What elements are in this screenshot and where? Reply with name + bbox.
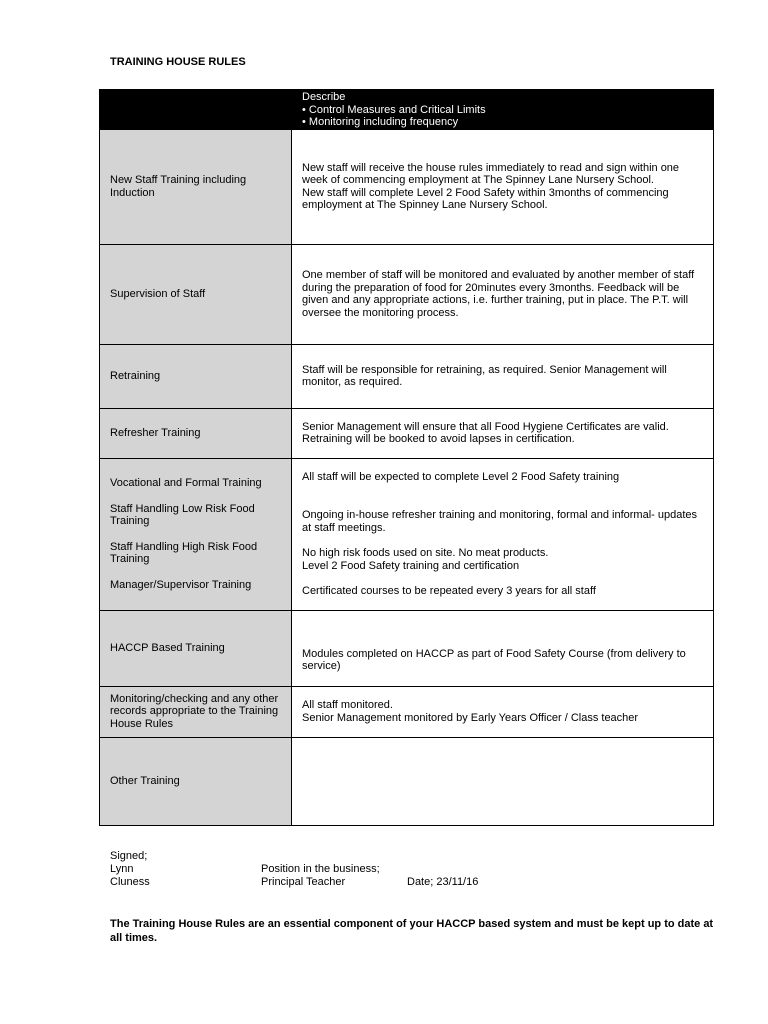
signed-label: Signed;	[110, 850, 148, 862]
row-text: One member of staff will be monitored and evaluated by another member of staff during the preparation of food for 20minutes every 3months. Feedback will be given and any appropriate actions, i.e. further training, put in place. The P.T. will oversee the monitoring process.	[292, 244, 714, 344]
row-label: Retraining	[100, 344, 292, 408]
row-label: Manager/Supervisor Training	[110, 578, 252, 591]
row-text-line: Senior Management monitored by Early Years Officer / Class teacher	[302, 711, 639, 724]
date-value: Date; 23/11/16	[407, 876, 479, 888]
row-label: Staff Handling Low Risk Food Training	[110, 502, 255, 527]
table-row	[100, 244, 714, 344]
row-text-line: Ongoing in-house refresher training and monitoring, formal and informal- updates at staff meetings.	[302, 509, 697, 534]
table-row	[100, 129, 714, 244]
row-label: Refresher Training	[100, 408, 292, 458]
row-label: New Staff Training including Induction	[100, 129, 292, 244]
row-label: Monitoring/checking and any other records appropriate to the Training House Rules	[100, 686, 292, 737]
header-left-cell	[100, 90, 292, 130]
row-text	[292, 737, 714, 825]
row-label: Other Training	[100, 737, 292, 825]
row-label-group	[100, 458, 292, 610]
row-text: Senior Management will ensure that all Food Hygiene Certificates are valid. Retraining will be booked to avoid lapses in certification.	[292, 408, 714, 458]
row-text-line: No high risk foods used on site. No meat products.	[302, 547, 549, 559]
row-label: Supervision of Staff	[100, 244, 292, 344]
table-row	[100, 408, 714, 458]
position-label: Position in the business;	[261, 863, 380, 875]
signer-first-name: Lynn	[110, 863, 134, 875]
header-bullet-control: • Control Measures and Critical Limits	[302, 103, 486, 116]
header-right-cell	[292, 90, 714, 130]
row-label: HACCP Based Training	[100, 610, 292, 686]
row-text-line: Level 2 Food Safety training and certification	[302, 559, 520, 572]
position-value: Principal Teacher	[261, 876, 346, 888]
table-row	[100, 610, 714, 686]
row-text-line: Certificated courses to be repeated every 3 years for all staff	[302, 585, 596, 597]
table-row	[100, 686, 714, 737]
row-text	[292, 610, 714, 686]
row-label: Staff Handling High Risk Food Training	[110, 540, 258, 565]
signer-last-name: Cluness	[110, 876, 150, 888]
table-header-row	[100, 90, 714, 130]
row-text: Staff will be responsible for retraining, as required. Senior Management will monitor, as required.	[292, 344, 714, 408]
table-row	[100, 344, 714, 408]
row-text-line: New staff will complete Level 2 Food Safety within 3months of commencing employment at The Spinney Lane Nursery School.	[302, 186, 669, 211]
training-rules-table	[99, 89, 714, 826]
page-title: TRAINING HOUSE RULES	[110, 56, 246, 68]
row-text-line: All staff monitored.	[302, 699, 393, 711]
row-text	[292, 686, 714, 737]
row-text	[292, 129, 714, 244]
table-row	[100, 458, 714, 610]
row-text-group	[292, 458, 714, 610]
footer-note: The Training House Rules are an essential component of your HACCP based system and must be kept up to date at all times.	[110, 918, 714, 944]
header-bullet-monitoring: • Monitoring including frequency	[302, 116, 459, 128]
row-text-line: Modules completed on HACCP as part of Food Safety Course (from delivery to service)	[302, 647, 686, 672]
row-text-line: New staff will receive the house rules immediately to read and sign within one week of commencing employment at The Spinney Lane Nursery School.	[302, 161, 680, 186]
row-label: Vocational and Formal Training	[110, 477, 262, 489]
row-text-line: All staff will be expected to complete Level 2 Food Safety training	[302, 470, 620, 483]
header-describe: Describe	[302, 91, 346, 103]
table-row	[100, 737, 714, 825]
